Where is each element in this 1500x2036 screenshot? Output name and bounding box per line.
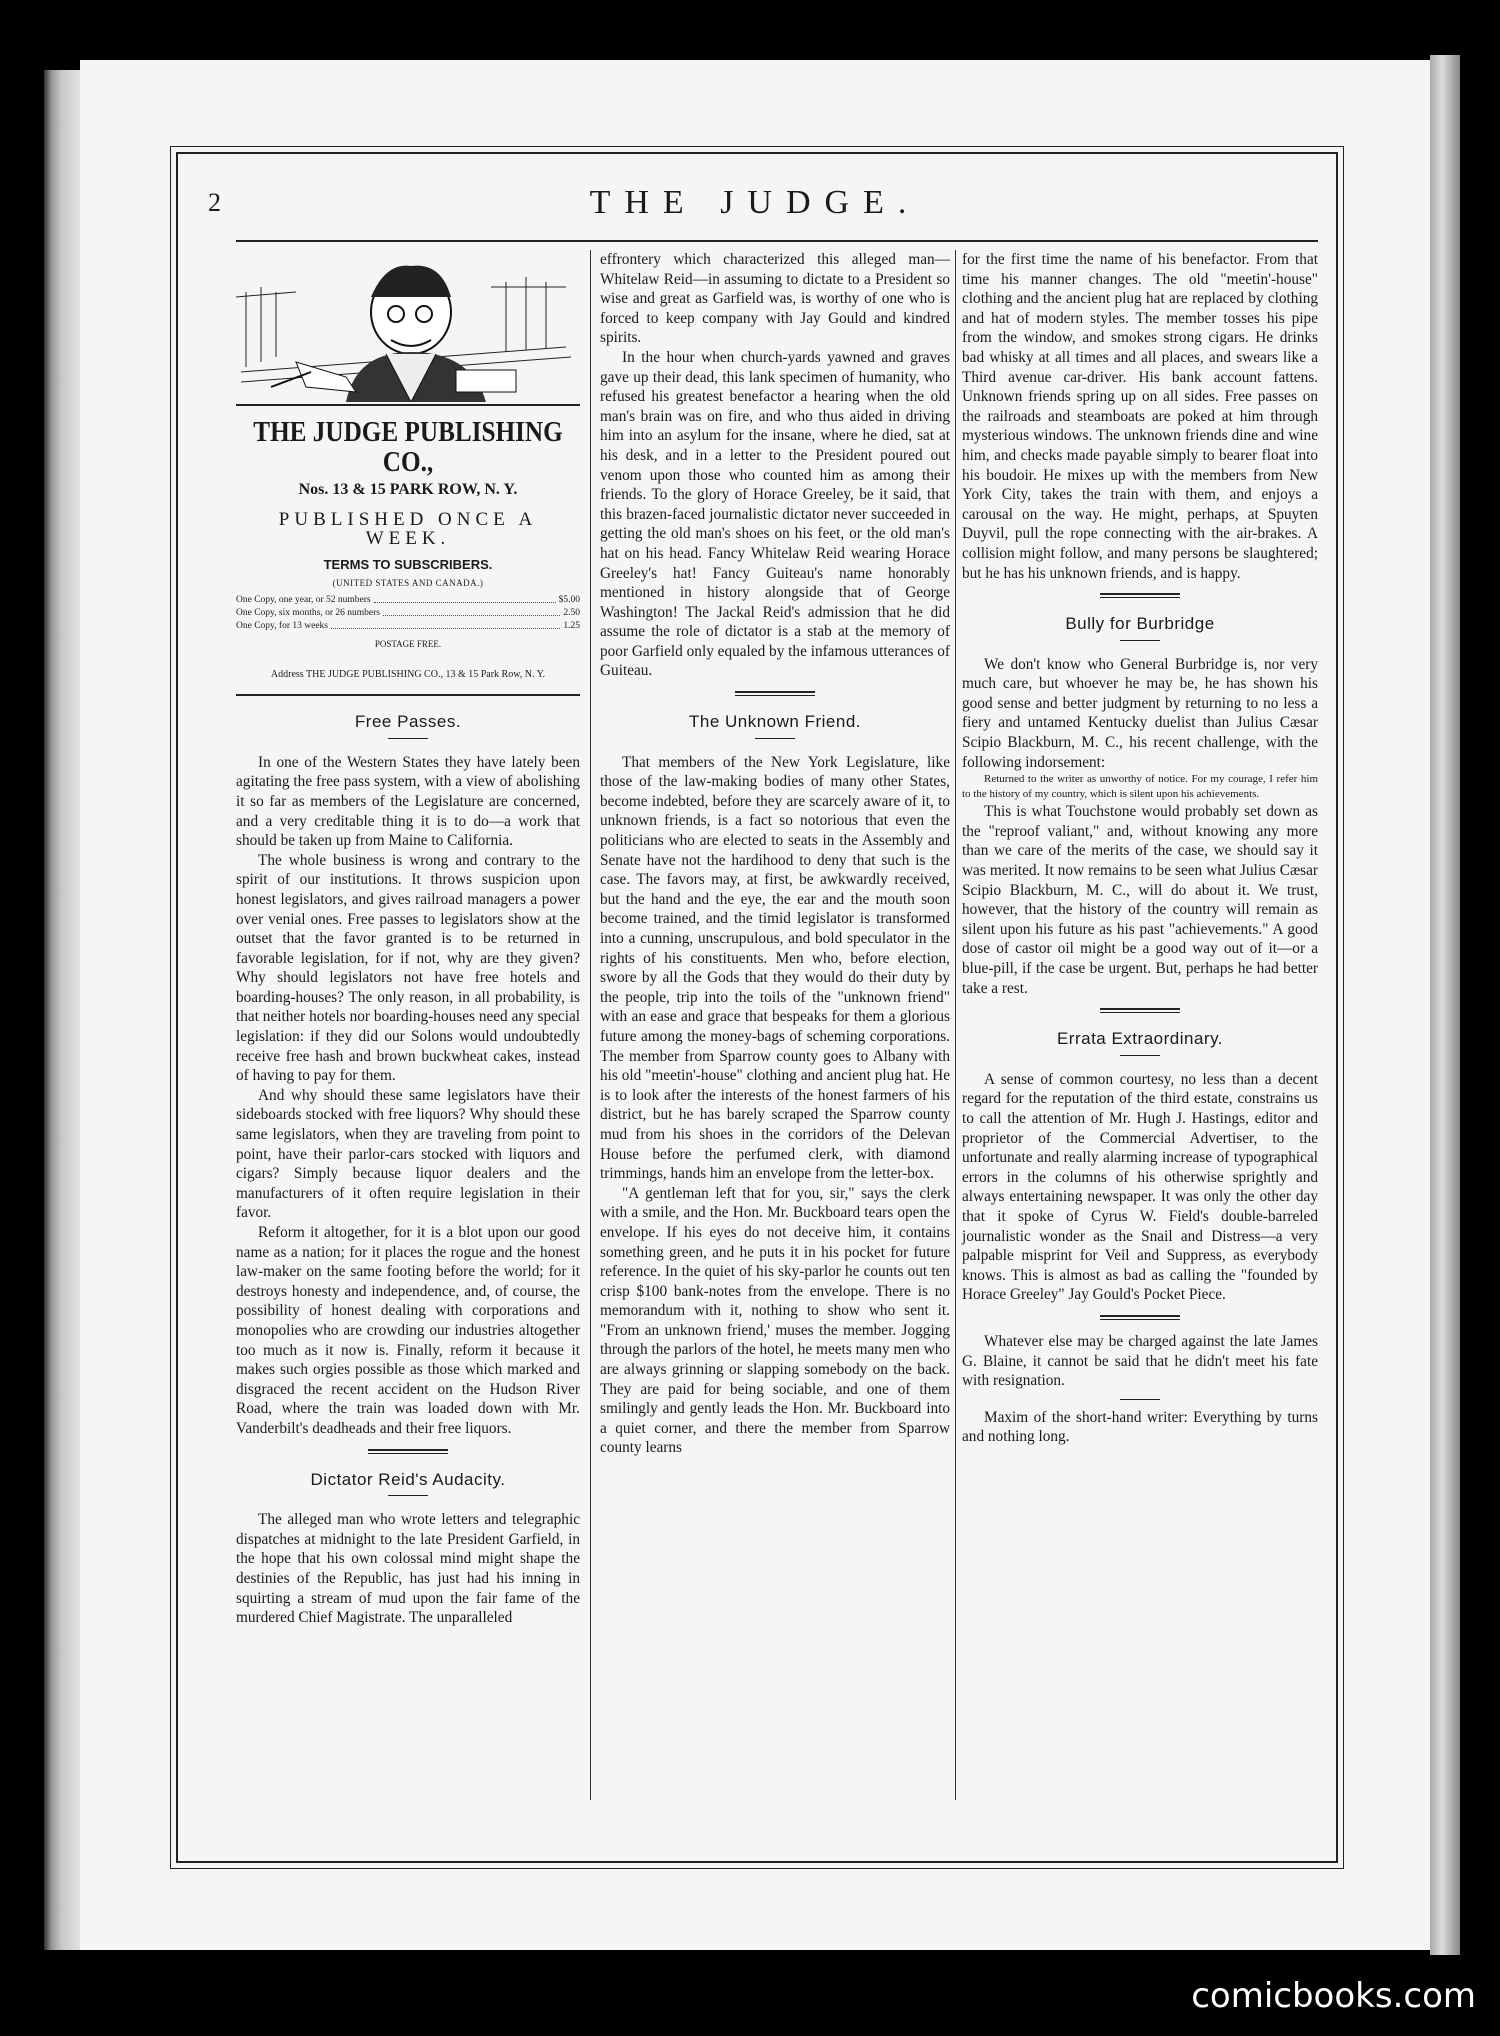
- heading-rule: [1120, 640, 1160, 641]
- rate-label: One Copy, six months, or 26 numbers: [236, 607, 380, 618]
- scan-right-edge: [1430, 55, 1460, 1955]
- rate-label: One Copy, for 13 weeks: [236, 620, 328, 631]
- paragraph: A sense of common courtesy, no less than a decent regard for the reputation of the third estate, constrains us to call the attention of Mr. Hugh J. Hastings, editor and proprietor of the Commercial Advertiser, to the unfortunate and really alarming increase of typographical errors in the columns of his otherwise sprightly and always entertaining newspaper. It was only the other day that it spoke of Cyrus W. Field's double-barreled journalistic wonder as the Snail and Distress—a very palpable misprint for Veil and Suppress, as everybody knows. This is almost as bad as calling the "founded by Horace Greeley" Jay Gould's Pocket Piece.: [962, 1070, 1318, 1304]
- column-rule: [955, 250, 956, 1800]
- paragraph: Whatever else may be charged against the late James G. Blaine, it cannot be said that he didn't meet his fate with resignation.: [962, 1332, 1318, 1390]
- column-rule: [590, 250, 591, 1800]
- heading-rule: [388, 738, 428, 739]
- judge-illustration: [236, 252, 580, 402]
- paragraph: That members of the New York Legislature, like those of the law-making bodies of many other States, become indebted, before they are scarcely aware of it, to unknown friends, is a fact so notorious that even the politicians who are elected to seats in the Assembly and Senate have not the hardihood to deny that such is the case. The favors may, at first, be awkwardly received, but the hand and the eye, the ear and the mouth soon become trained, and the timid legislator is transformed into a cunning, unscrupulous, and bold speculator in the rights of his constituents. Men who, before election, swore by all the Gods that they would do their duty by the people, trip into the toils of the "unknown friend" with an ease and grace that bespeaks for them a glorious future among the money-bags of scheming corporations. The member from Sparrow county goes to Albany with his old "meetin'-house" clothing and ancient plug hat. He is to look after the interests of the honest farmers of his district, but he has barely scraped the Sparrow county mud from his shoes in the corridors of the Delevan House before the perfumed clerk, with diamond trimmings, hands him an envelope from the letter-box.: [600, 753, 950, 1183]
- page-title: THE JUDGE.: [589, 184, 921, 221]
- publisher-address: Nos. 13 & 15 PARK ROW, N. Y.: [298, 481, 518, 498]
- heading-rule: [755, 738, 795, 739]
- section-separator: [368, 1449, 448, 1454]
- rate-row: [236, 620, 580, 633]
- article-heading: Bully for Burbridge: [1065, 614, 1215, 634]
- postage-note: POSTAGE FREE.: [374, 638, 442, 649]
- terms-subheading: (UNITED STATES AND CANADA.): [332, 578, 484, 589]
- section-separator: [735, 691, 815, 696]
- page-header: [190, 178, 1320, 238]
- watermark: comicbooks.com: [1191, 1976, 1476, 2016]
- quote: Returned to the writer as unworthy of notice. For my courage, I refer him to the history of my country, which is silent upon his achievements.: [962, 773, 1318, 801]
- paragraph: The whole business is wrong and contrary to the spirit of our institutions. It throws suspicion upon honest legislators, and gives railroad managers a power over venial ones. Free passes to legislators show at the outset that the favor granted is to be returned in favorable legislation, for if not, why are they given? Why should legislators not have free hotels and boarding-houses? The only reason, in all probability, is that neither hotels nor boarding-houses need any special legislation: if they did our Solons would undoubtedly receive free hash and brown buckwheat cakes, instead of having to pay for them.: [236, 851, 580, 1085]
- paragraph: The alleged man who wrote letters and telegraphic dispatches at midnight to the late President Garfield, in the hope that his own colossal mind might shape the destinies of the Republic, has just had his inning in squirting a stream of mud upon the fair fame of the murdered Chief Magistrate. The unparalleled: [236, 1511, 580, 1627]
- paragraph: In one of the Western States they have lately been agitating the free pass system, with a view of abolishing it so far as members of the Legislature are concerned, and a very creditable thing it is to do—a work that should be taken up from Maine to California.: [236, 753, 580, 850]
- item-rule: [1120, 1399, 1160, 1400]
- paragraph: And why should these same legislators have their sideboards stocked with free liquors? Why should these same legislators, when they are traveling from point to point, have their parlor-cars stocked with liquors and cigars? Simply because liquor dealers and the manufacturers of it often require legislation in their favor.: [236, 1086, 580, 1222]
- paragraph: "A gentleman left that for you, sir," says the clerk with a smile, and the Hon. Mr. Buckboard tears open the envelope. If his eyes do not deceive him, it contains something green, and he puts it in his pocket for future reference. In the quiet of his sky-parlor he counts out ten crisp $100 bank-notes from the envelope. There is no memorandum with it, nothing to show who sent it. "From an unknown friend,' muses the member. Jogging through the parlors of the hotel, he meets many men who are always grinning or slapping somebody on the back. They are paid for being sociable, and one of them smilingly and gently leads the Hon. Mr. Buckboard into a quiet corner, and there the member from Sparrow county learns: [600, 1184, 950, 1457]
- section-separator: [1100, 1008, 1180, 1013]
- masthead-illustration: [236, 252, 580, 406]
- section-separator: [1100, 593, 1180, 598]
- paragraph: We don't know who General Burbridge is, nor very much care, but whoever he may be, he has shown his good sense and better judgment by returning to no less a fiery and untamed Kentucky duelist than Julius Cæsar Scipio Blackburn, M. C., his recent challenge, with the following indorsement:: [962, 655, 1318, 771]
- article-heading: Errata Extraordinary.: [1056, 1029, 1224, 1049]
- rate-row: [236, 607, 580, 620]
- heading-rule: [388, 1495, 428, 1496]
- page-number: 2: [208, 188, 221, 217]
- paragraph: for the first time the name of his benefactor. From that time his manner changes. The old "meetin'-house" clothing and the ancient plug hat are replaced by clothing and hat of modern styles. The member tosses his pipe from the window, and smokes strong cigars. He drinks bad whisky at all times and all places, and swears like a Third avenue car-driver. His bank account fattens. Unknown friends spring up on all sides. Free passes on the railroads and steamboats are poked at him through mysterious windows. The unknown friends dine and wine him, and checks made payable simply to bearer float into his boudoir. He mixes up with the members from New York City, takes the train with them, and enjoys a carousal on the way. He might, perhaps, at Spuyten Duyvil, pull the rope connecting with the air-brakes. A collision might follow, and many persons be slaughtered; but he has his unknown friends, and is happy.: [962, 251, 1318, 582]
- paragraph: Reform it altogether, for it is a blot upon our good name as a nation; for it places the rogue and the honest law-maker on the same footing before the world; for it destroys honesty and independence, and, of course, the possibility of honest dealing with corporations and monopolies who are crowding our industries altogether too much as it now is. Finally, reform it because it makes such orgies possible as those which marked and disgraced the recent accident on the Hudson River Road, where the train was loaded down with Mr. Vanderbilt's deadheads and their free liquors.: [236, 1224, 580, 1437]
- paragraph: This is what Touchstone would probably set down as the "reproof valiant," and, without knowing any more than we care of the merits of the case, we should say it was merited. It now remains to be seen what Julius Cæsar Scipio Blackburn, M. C., will do about it. We trust, however, that the history of the country will remain as silent upon his future as his past "achievements." A good dose of castor oil might be a good way out of it—or a blue-pill, if the case be urgent. But, perhaps he had better take a rest.: [962, 803, 1318, 997]
- terms-heading: TERMS TO SUBSCRIBERS.: [323, 556, 493, 572]
- rate-label: One Copy, one year, or 52 numbers: [236, 594, 371, 605]
- article-heading: Free Passes.: [354, 712, 462, 732]
- column-1: [236, 250, 580, 1628]
- section-separator: [1100, 1315, 1180, 1320]
- header-rule: [236, 240, 1318, 242]
- paragraph: In the hour when church-yards yawned and graves gave up their dead, this lank specimen of humanity, who refused his greatest benefactor a hearing when the old man's brain was on fire, and who thus aided in driving him into an asylum for the insane, where he died, sat at his desk, and in a letter to the President poured out venom upon those who counted him as among their friends. To the glory of Horace Greeley, be it said, that this brazen-faced journalistic dictator never succeeded in getting the old man's shoes on his feet, or the old man's hat on his head. Fancy Whitelaw Reid wearing Horace Greeley's hat! Fancy Guiteau's name honorably mentioned in history alongside that of George Washington! The Jackal Reid's admission that he did assume the role of dictator is a stab at the memory of poor Garfield only equaled by the infamous utterances of Guiteau.: [600, 348, 951, 680]
- article-heading: Dictator Reid's Audacity.: [310, 1469, 506, 1489]
- publication-frequency: PUBLISHED ONCE A WEEK.: [278, 508, 538, 550]
- publisher-name: THE JUDGE PUBLISHING CO.,: [253, 417, 563, 478]
- rate-row: [236, 594, 580, 607]
- column-3: [962, 250, 1318, 1447]
- rate-price: 2.50: [563, 607, 580, 618]
- article-heading: The Unknown Friend.: [688, 712, 862, 732]
- paragraph: Maxim of the short-hand writer: Everything by turns and nothing long.: [962, 1408, 1318, 1446]
- column-2: [600, 250, 950, 1458]
- paragraph: effrontery which characterized this alleged man—Whitelaw Reid—in assuming to dictate to a President so wise and great as Garfield was, is worthy of one who is forced to keep company with Jay Gould and kindred spirits.: [600, 251, 950, 347]
- scan-binding-edge: [44, 70, 84, 1950]
- rate-price: $5.00: [558, 594, 580, 605]
- heading-rule: [1120, 1055, 1160, 1056]
- address-line: Address THE JUDGE PUBLISHING CO., 13 & 15 Park Row, N. Y.: [236, 665, 580, 697]
- rate-price: 1.25: [563, 620, 580, 631]
